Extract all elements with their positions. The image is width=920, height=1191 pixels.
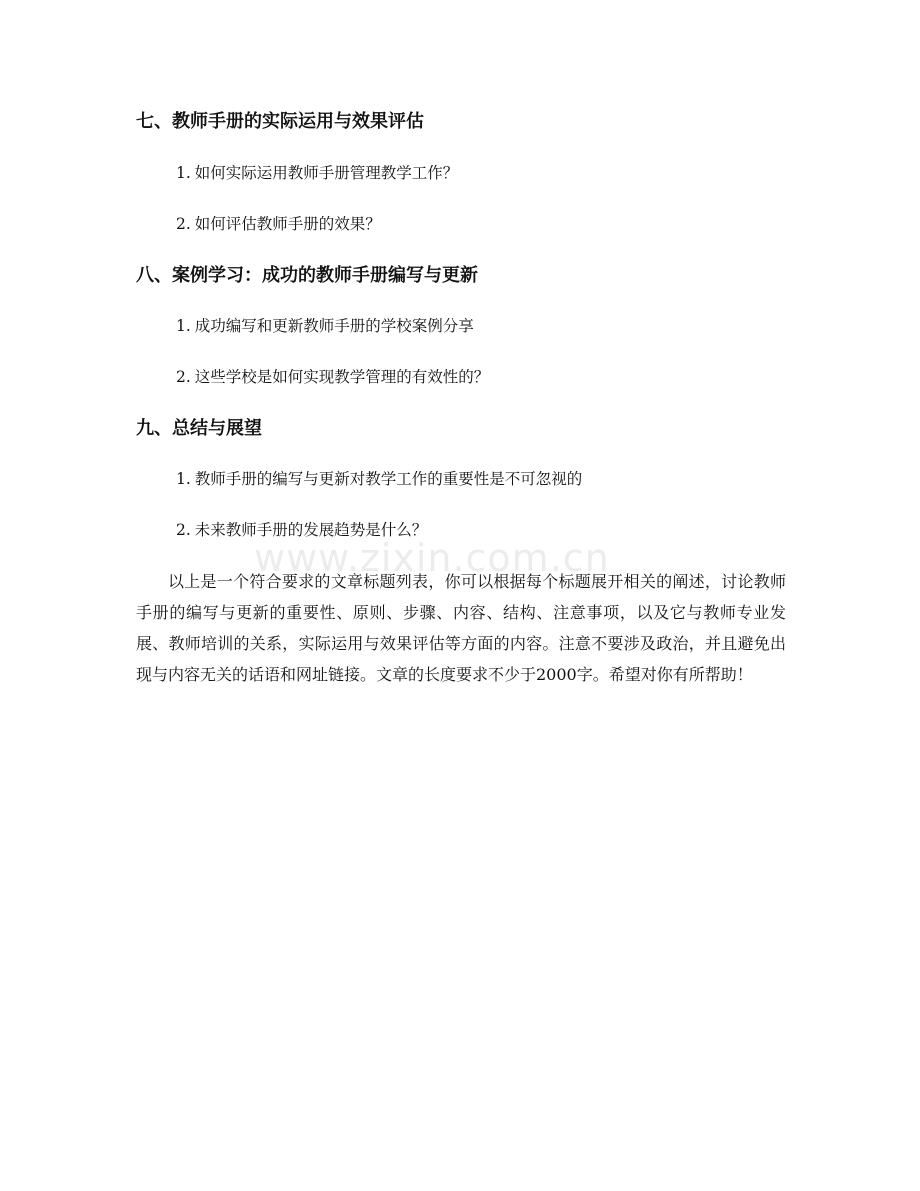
list-item-number: 1. <box>176 164 191 182</box>
summary-paragraph: 以上是一个符合要求的文章标题列表，你可以根据每个标题展开相关的阐述，讨论教师手册的编写与更新的重要性、原则、步骤、内容、结构、注意事项，以及它与教师专业发展、教师培训的关系，实际运用与效果评估等方面的内容。注意不要涉及政治，并且避免出现与内容无关的话语和网址链接。文章的长度要求不少于2000字。希望对你有所帮助！ <box>136 572 786 684</box>
list-item-text: 未来教师手册的发展趋势是什么？ <box>194 521 428 539</box>
watermark: www.zixin.com.cn <box>254 536 610 580</box>
list-item-number: 1. <box>176 470 191 488</box>
section-heading-9: 九、总结与展望 <box>136 418 262 439</box>
list-item-text: 成功编写和更新教师手册的学校案例分享 <box>194 317 474 335</box>
list-item-text: 这些学校是如何实现教学管理的有效性的？ <box>194 368 490 386</box>
list-item-9-2 <box>176 519 427 541</box>
list-item-text: 教师手册的编写与更新对教学工作的重要性是不可忽视的 <box>194 470 583 488</box>
list-item-9-1 <box>176 468 582 490</box>
list-item-8-2 <box>176 366 489 388</box>
section-heading-8: 八、案例学习：成功的教师手册编写与更新 <box>136 265 478 286</box>
list-item-number: 2. <box>176 215 191 233</box>
list-item-7-1 <box>176 162 458 184</box>
list-item-text: 如何评估教师手册的效果？ <box>194 215 381 233</box>
list-item-8-1 <box>176 315 474 337</box>
list-item-number: 2. <box>176 368 191 386</box>
list-item-number: 1. <box>176 317 191 335</box>
list-item-7-2 <box>176 213 381 235</box>
section-heading-7: 七、教师手册的实际运用与效果评估 <box>136 111 424 132</box>
list-item-text: 如何实际运用教师手册管理教学工作？ <box>194 164 459 182</box>
list-item-number: 2. <box>176 521 191 539</box>
